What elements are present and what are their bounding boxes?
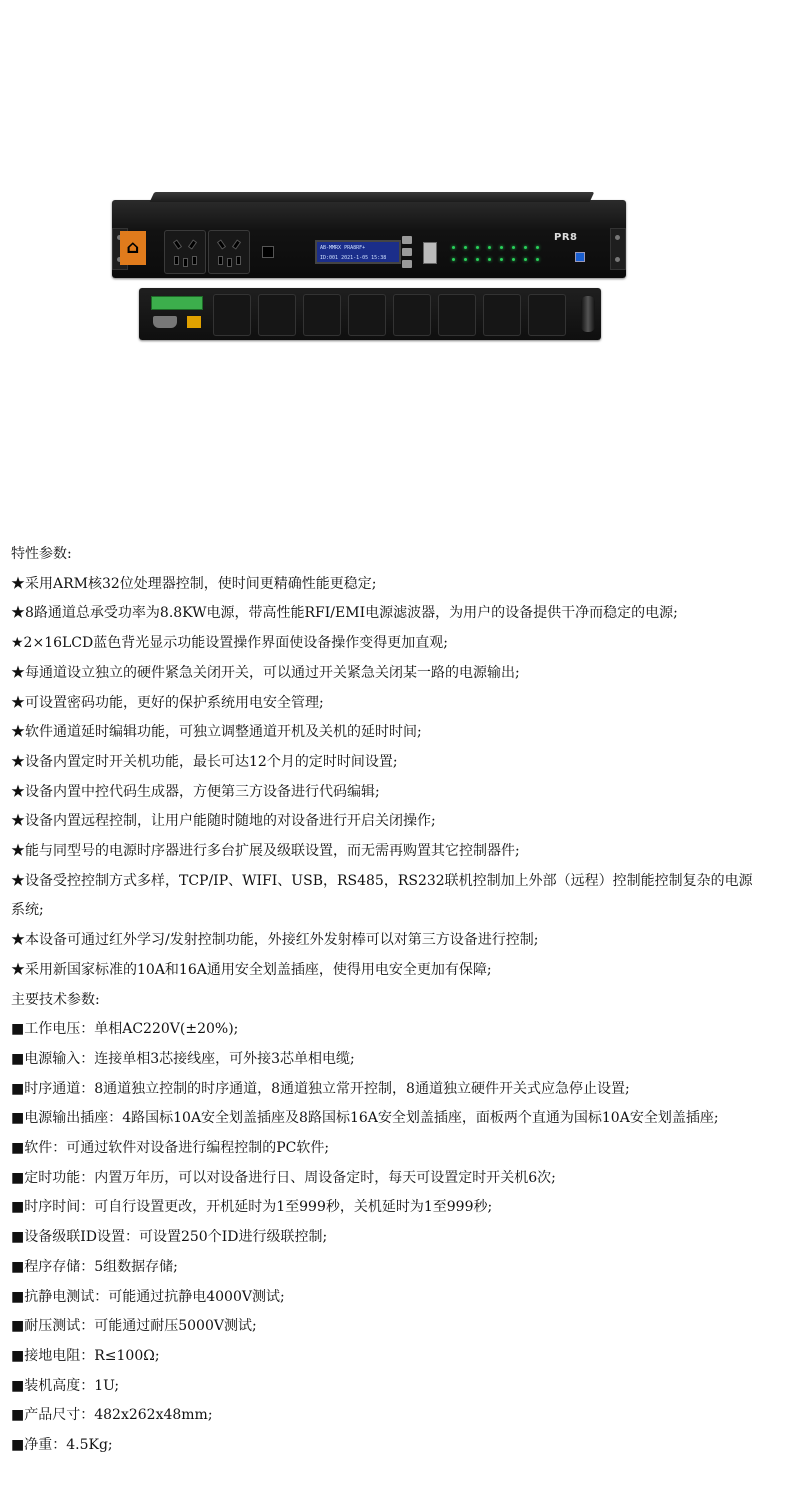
spec-line: ■程序存储：5组数据存储; bbox=[11, 1258, 178, 1275]
rear-socket bbox=[303, 294, 341, 336]
rear-socket bbox=[528, 294, 566, 336]
rear-socket bbox=[483, 294, 521, 336]
lcd-button bbox=[402, 260, 412, 268]
mount-hole bbox=[615, 235, 620, 240]
front-socket bbox=[164, 230, 206, 274]
rear-socket bbox=[258, 294, 296, 336]
features-list bbox=[11, 570, 789, 986]
channel-led bbox=[524, 246, 527, 249]
brand-logo-icon: ⌂ bbox=[120, 231, 146, 265]
spec-line: ■产品尺寸：482x262x48mm; bbox=[11, 1407, 213, 1424]
rear-socket bbox=[348, 294, 386, 336]
spec-line: ★采用ARM核32位处理器控制，使时间更精确性能更稳定; bbox=[11, 575, 377, 592]
channel-led bbox=[536, 246, 539, 249]
features-title: 特性参数: bbox=[11, 546, 72, 562]
tech-list bbox=[11, 1015, 789, 1461]
model-label: PR8 bbox=[554, 232, 578, 243]
product-front-panel-image bbox=[112, 200, 626, 278]
spec-line: ■时序通道：8通道独立控制的时序通道，8通道独立常开控制，8通道独立硬件开关式应急停止设置; bbox=[11, 1080, 630, 1097]
spec-line: ★2×16LCD蓝色背光显示功能设置操作界面使设备操作变得更加直观; bbox=[11, 635, 448, 652]
spec-line: ★设备内置定时开关机功能，最长可达12个月的定时时间设置; bbox=[11, 753, 398, 770]
rack-ear-right bbox=[610, 228, 626, 270]
spec-line: ★采用新国家标准的10A和16A通用安全划盖插座，使得用电安全更加有保障; bbox=[11, 961, 492, 978]
spec-line: ★能与同型号的电源时序器进行多台扩展及级联设置，而无需再购置其它控制器件; bbox=[11, 843, 520, 860]
spec-line: ■时序时间：可自行设置更改，开机延时为1至999秒，关机延时为1至999秒; bbox=[11, 1199, 493, 1216]
channel-led bbox=[464, 258, 467, 261]
channel-led bbox=[476, 246, 479, 249]
spec-line: 系统; bbox=[11, 902, 44, 919]
spec-line: ■净重：4.5Kg; bbox=[11, 1437, 113, 1454]
channel-led bbox=[488, 258, 491, 261]
spec-line: ■接地电阻：R≤100Ω; bbox=[11, 1347, 160, 1364]
tech-title: 主要技术参数: bbox=[11, 991, 100, 1008]
spec-line: ■软件：可通过软件对设备进行编程控制的PC软件; bbox=[11, 1140, 330, 1157]
channel-led bbox=[512, 258, 515, 261]
spec-line: ★设备内置中控代码生成器，方便第三方设备进行代码编辑; bbox=[11, 783, 380, 800]
spec-line: ■定时功能：内置万年历，可以对设备进行日、周设备定时，每天可设置定时开关机6次; bbox=[11, 1169, 556, 1186]
panel-top-edge bbox=[150, 192, 595, 202]
rj45-port bbox=[187, 316, 201, 328]
spec-line: ★设备内置远程控制，让用户能随时随地的对设备进行开启关闭操作; bbox=[11, 813, 436, 830]
spec-line: ★每通道设立独立的硬件紧急关闭开关，可以通过开关紧急关闭某一路的电源输出; bbox=[11, 664, 520, 681]
spec-line: ★本设备可通过红外学习/发射控制功能，外接红外发射棒可以对第三方设备进行控制; bbox=[11, 932, 539, 949]
spec-line: ★8路通道总承受功率为8.8KW电源，带高性能RFI/EMI电源滤波器，为用户的设备提供干净而稳定的电源; bbox=[11, 605, 678, 622]
rear-socket bbox=[213, 294, 251, 336]
spec-line: ★软件通道延时编辑功能，可独立调整通道开机及关机的延时时间; bbox=[11, 724, 422, 741]
mount-hole bbox=[615, 257, 620, 262]
spec-section bbox=[11, 540, 789, 1461]
spec-line: ■电源输出插座：4路国标10A安全划盖插座及8路国标16A安全划盖插座，面板两个直通为国标10A安全划盖插座; bbox=[11, 1110, 719, 1127]
channel-led bbox=[452, 246, 455, 249]
channel-led bbox=[488, 246, 491, 249]
lcd-button bbox=[402, 248, 412, 256]
channel-led bbox=[452, 258, 455, 261]
spec-line: ■耐压测试：可能通过耐压5000V测试; bbox=[11, 1318, 257, 1335]
spec-line: ■工作电压：单相AC220V(±20%); bbox=[11, 1021, 239, 1038]
power-key bbox=[423, 242, 437, 264]
channel-led bbox=[524, 258, 527, 261]
lcd-line-1: AB-MMRX PRA8RF+ bbox=[320, 245, 366, 251]
spec-line: ■电源输入：连接单相3芯接线座，可外接3芯单相电缆; bbox=[11, 1050, 355, 1067]
front-switch bbox=[262, 246, 274, 258]
spec-line: ■设备级联ID设置：可设置250个ID进行级联控制; bbox=[11, 1229, 328, 1246]
rear-socket bbox=[393, 294, 431, 336]
channel-led bbox=[512, 246, 515, 249]
channel-led bbox=[476, 258, 479, 261]
db9-port bbox=[153, 316, 177, 328]
channel-led bbox=[536, 258, 539, 261]
spec-line: ★可设置密码功能，更好的保护系统用电安全管理; bbox=[11, 694, 324, 711]
channel-led bbox=[500, 258, 503, 261]
front-socket bbox=[208, 230, 250, 274]
terminal-block bbox=[151, 296, 203, 310]
spec-line: ■装机高度：1U; bbox=[11, 1377, 120, 1394]
usb-port bbox=[575, 252, 585, 262]
power-cable bbox=[581, 296, 595, 332]
lcd-button bbox=[402, 236, 412, 244]
channel-led bbox=[500, 246, 503, 249]
product-rear-panel-image bbox=[139, 288, 601, 340]
lcd-line-2: ID:001 2021-1-05 15:38 bbox=[320, 255, 387, 261]
rear-socket bbox=[438, 294, 476, 336]
lcd-display bbox=[315, 240, 401, 264]
spec-line: ★设备受控控制方式多样，TCP/IP、WIFI、USB，RS485，RS232联机控制加上外部（远程）控制能控制复杂的电源 bbox=[11, 872, 753, 889]
spec-line: ■抗静电测试：可能通过抗静电4000V测试; bbox=[11, 1288, 285, 1305]
channel-led bbox=[464, 246, 467, 249]
